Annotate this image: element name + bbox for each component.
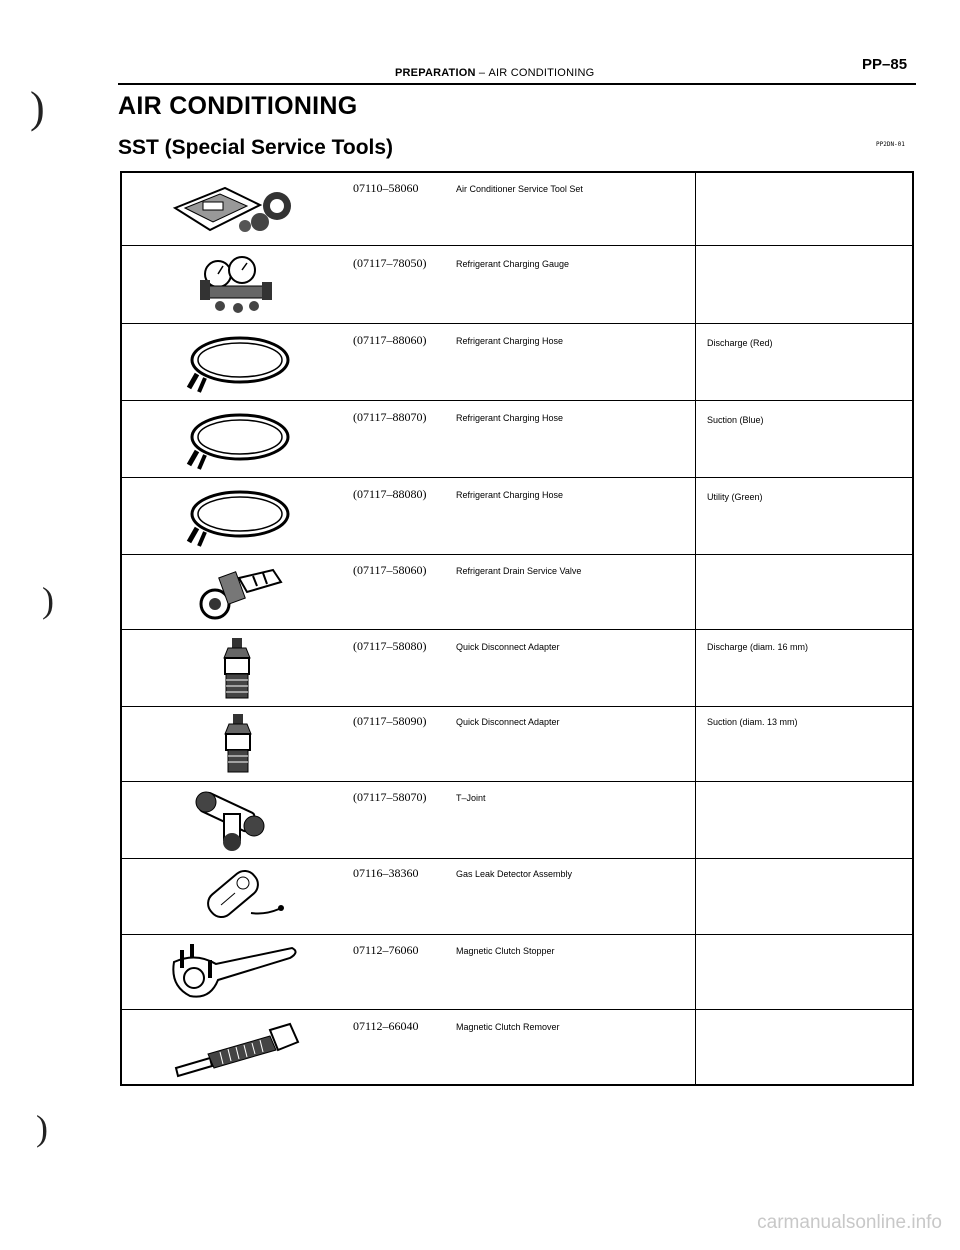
tool-remark: Suction (diam. 13 mm)	[707, 717, 798, 727]
part-number: 07116–38360	[353, 866, 419, 880]
row-divider	[120, 706, 914, 707]
tool-name: Refrigerant Charging Hose	[456, 336, 564, 346]
row-divider	[120, 934, 914, 935]
row-divider	[120, 477, 914, 478]
watermark-text: carmanualsonline.info	[757, 1212, 942, 1233]
part-number: (07117–58090)	[353, 714, 427, 728]
part-number: (07117–78050)	[353, 256, 427, 270]
page-title: AIR CONDITIONING	[118, 92, 358, 120]
row-divider	[120, 554, 914, 555]
part-number: (07117–58070)	[353, 790, 427, 804]
tool-remark: Suction (Blue)	[707, 415, 764, 425]
binding-mark: )	[30, 83, 45, 132]
binding-mark: )	[36, 1108, 48, 1148]
valve-icon	[195, 560, 285, 626]
running-header-topic: AIR CONDITIONING	[488, 67, 595, 79]
row-divider	[120, 858, 914, 859]
tool-remark: Discharge (diam. 16 mm)	[707, 642, 809, 652]
part-number: (07117–88070)	[353, 410, 427, 424]
tool-name: Magnetic Clutch Remover	[456, 1022, 560, 1032]
t-joint-icon	[192, 788, 272, 854]
part-number: (07117–58060)	[353, 563, 427, 577]
part-number: (07117–88060)	[353, 333, 427, 347]
clutch-remover-icon	[170, 1018, 305, 1080]
row-divider	[120, 629, 914, 630]
tool-name: Refrigerant Drain Service Valve	[456, 566, 582, 576]
hose-icon	[185, 407, 295, 473]
tool-name: Gas Leak Detector Assembly	[456, 869, 573, 879]
row-divider	[120, 781, 914, 782]
running-header-separator: –	[478, 67, 486, 79]
row-divider	[120, 400, 914, 401]
tool-name: Refrigerant Charging Gauge	[456, 259, 570, 269]
part-number: (07117–88080)	[353, 487, 427, 501]
clutch-stopper-icon	[160, 940, 305, 1006]
leak-detector-icon	[195, 865, 295, 929]
tool-name: Magnetic Clutch Stopper	[456, 946, 555, 956]
hose-icon	[185, 484, 295, 550]
part-number: 07112–76060	[353, 943, 419, 957]
tool-name: Air Conditioner Service Tool Set	[456, 184, 583, 194]
document-code: PP2DN-01	[876, 141, 905, 148]
hose-icon	[185, 330, 295, 396]
adapter-icon	[222, 712, 254, 776]
tool-name: Quick Disconnect Adapter	[456, 642, 560, 652]
row-divider	[120, 245, 914, 246]
part-number: 07112–66040	[353, 1019, 419, 1033]
tool-remark: Utility (Green)	[707, 492, 763, 502]
tool-name: Quick Disconnect Adapter	[456, 717, 560, 727]
binding-mark: )	[42, 580, 54, 620]
tool-name: T–Joint	[456, 793, 486, 803]
tool-case-icon	[165, 180, 310, 240]
running-header	[395, 67, 594, 79]
tool-remark: Discharge (Red)	[707, 338, 773, 348]
adapter-icon	[220, 636, 254, 702]
page-subtitle: SST (Special Service Tools)	[118, 136, 394, 159]
tool-name: Refrigerant Charging Hose	[456, 490, 564, 500]
part-number: (07117–58080)	[353, 639, 427, 653]
row-divider	[120, 323, 914, 324]
row-divider	[120, 1009, 914, 1010]
page-number: PP–85	[862, 56, 908, 73]
running-header-section: PREPARATION	[395, 67, 476, 79]
tool-name: Refrigerant Charging Hose	[456, 413, 564, 423]
gauge-manifold-icon	[190, 252, 280, 318]
header-rule	[118, 83, 916, 85]
part-number: 07110–58060	[353, 181, 419, 195]
